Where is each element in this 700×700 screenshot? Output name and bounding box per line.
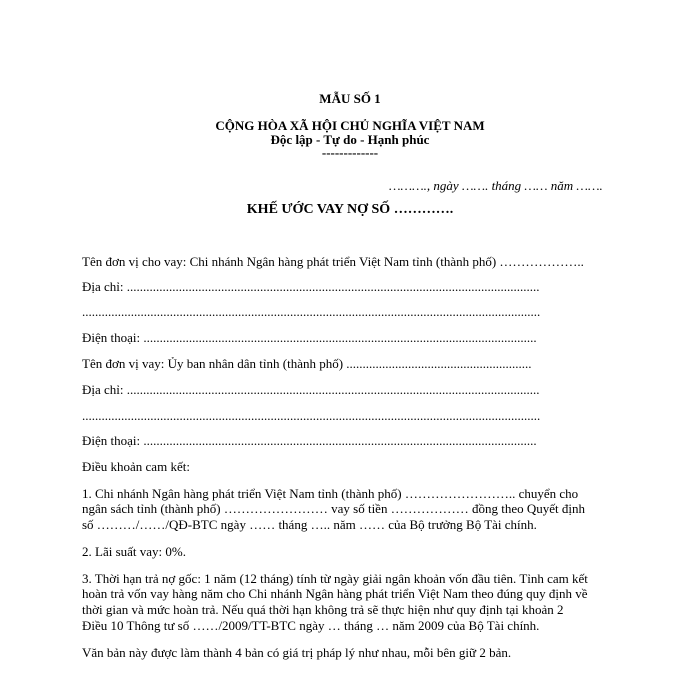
borrower-phone: Điện thoại: .........................................................................................................................	[82, 433, 537, 448]
document-title: KHẾ ƯỚC VAY NỢ SỐ ………….	[246, 202, 454, 217]
lender-address-continued: .............................................................................................................................................	[82, 304, 541, 319]
lender-address: Địa chỉ: ...............................................................................................................................	[82, 279, 540, 294]
clause-3-line: thời gian và mức hoàn trả. Nếu quá thời hạn không trả sẽ thực hiện như quy định tại khoản 2	[82, 602, 564, 617]
clause-1-line: ngân sách tỉnh (thành phố) …………………… vay số tiền ……………… đồng theo Quyết định	[82, 501, 585, 516]
clause-3-line: hoàn trả vốn vay hàng năm cho Chi nhánh Ngân hàng phát triển Việt Nam theo đúng quy định về	[82, 586, 588, 601]
clause-3-line: 3. Thời hạn trả nợ gốc: 1 năm (12 tháng) tính từ ngày giải ngân khoản vốn đầu tiên. Tỉnh cam kết	[82, 571, 588, 586]
clause-1-line: 1. Chi nhánh Ngân hàng phát triển Việt Nam tỉnh (thành phố) …………………….. chuyển cho	[82, 486, 579, 501]
clause-3-line: Điều 10 Thông tư số ……/2009/TT-BTC ngày … tháng … năm 2009 của Bộ Tài chính.	[82, 618, 540, 633]
motto: Độc lập - Tự do - Hạnh phúc	[270, 132, 430, 147]
country-name: CỘNG HÒA XÃ HỘI CHỦ NGHĨA VIỆT NAM	[215, 118, 485, 133]
borrower-address: Địa chỉ: ...............................................................................................................................	[82, 382, 540, 397]
lender-phone: Điện thoại: .........................................................................................................................	[82, 330, 537, 345]
closing-statement: Văn bản này được làm thành 4 bản có giá trị pháp lý như nhau, mỗi bên giữ 2 bản.	[82, 645, 512, 660]
clause-1-line: số ………/……/QĐ-BTC ngày …… tháng ….. năm …… của Bộ trưởng Bộ Tài chính.	[82, 517, 537, 532]
form-number: MẪU SỐ 1	[319, 91, 381, 106]
clause-2: 2. Lãi suất vay: 0%.	[82, 544, 186, 559]
borrower-name: Tên đơn vị vay: Ủy ban nhân dân tỉnh (thành phố) .........................................................	[82, 356, 532, 371]
terms-heading: Điều khoản cam kết:	[82, 459, 190, 474]
borrower-address-continued: .............................................................................................................................................	[82, 408, 541, 423]
separator: -------------	[321, 145, 379, 160]
date-line: ………., ngày ……. tháng …… năm …….	[389, 178, 603, 193]
lender-name: Tên đơn vị cho vay: Chi nhánh Ngân hàng phát triển Việt Nam tỉnh (thành phố) ………………..	[82, 254, 584, 269]
